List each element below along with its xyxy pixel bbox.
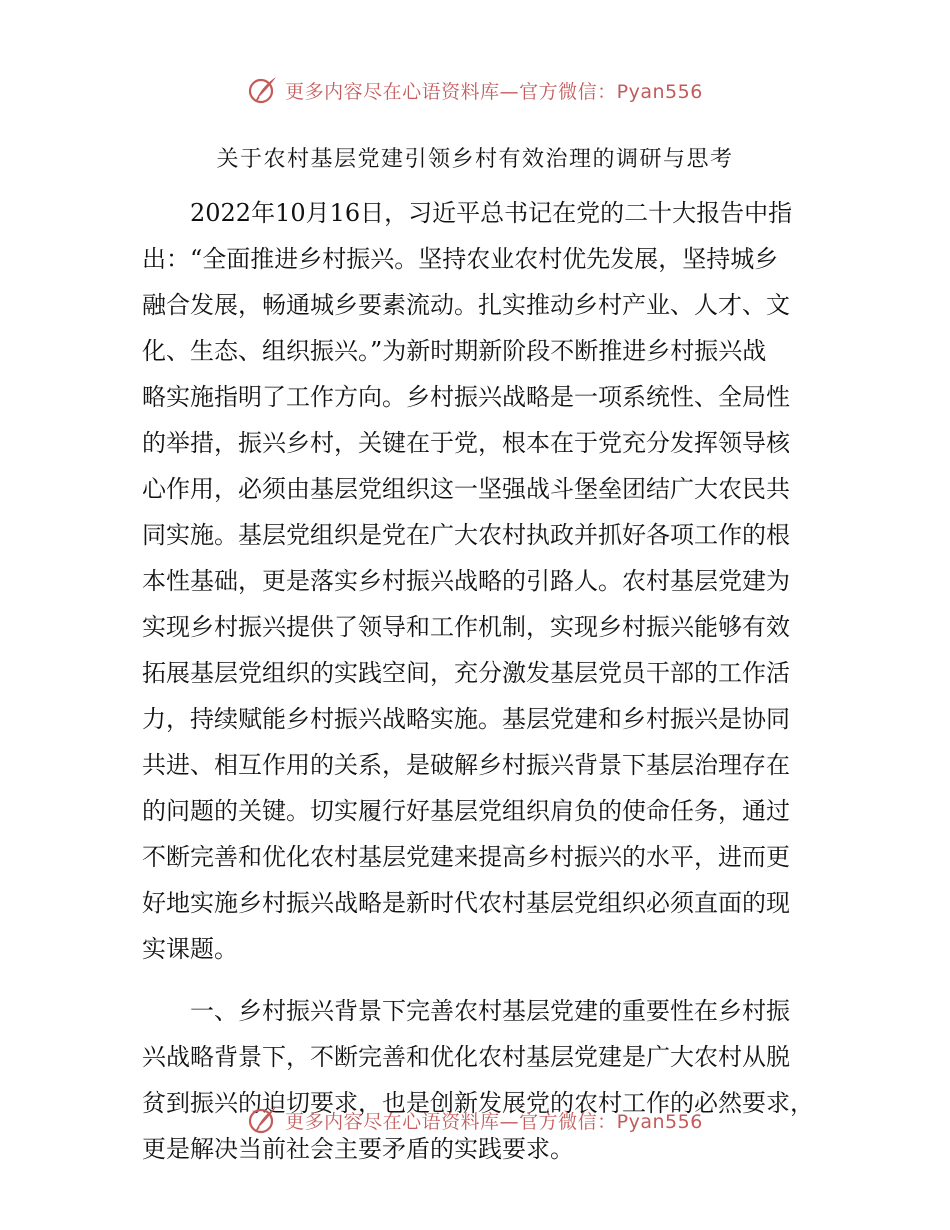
text-line: 实现乡村振兴提供了领导和工作机制，实现乡村振兴能够有效 bbox=[142, 613, 790, 641]
paragraph-gap bbox=[142, 972, 812, 988]
text-line: 一、乡村振兴背景下完善农村基层党建的重要性在乡村振 bbox=[142, 997, 790, 1025]
document-body bbox=[142, 190, 812, 1172]
paragraph-2 bbox=[142, 988, 812, 1172]
text-line: 兴战略背景下，不断完善和优化农村基层党建是广大农村从脱 bbox=[142, 1043, 790, 1071]
text-line: 心作用，必须由基层党组织这一坚强战斗堡垒团结广大农民共 bbox=[142, 475, 790, 503]
text-line: 实课题。 bbox=[142, 935, 238, 963]
text-line: 出：“全面推进乡村振兴。坚持农业农村优先发展，坚持城乡 bbox=[142, 245, 779, 273]
footer-banner bbox=[0, 1100, 950, 1140]
text-line: 好地实施乡村振兴战略是新时代农村基层党组织必须直面的现 bbox=[142, 889, 790, 917]
paragraph-1 bbox=[142, 190, 812, 972]
text-line: 的举措，振兴乡村，关键在于党，根本在于党充分发挥领导核 bbox=[142, 429, 790, 457]
text-line: 的问题的关键。切实履行好基层党组织肩负的使命任务，通过 bbox=[142, 797, 790, 825]
text-line: 同实施。基层党组织是党在广大农村执政并抓好各项工作的根 bbox=[142, 521, 790, 549]
text-line: 拓展基层党组织的实践空间，充分激发基层党员干部的工作活 bbox=[142, 659, 790, 687]
text-line: 融合发展，畅通城乡要素流动。扎实推动乡村产业、人才、文 bbox=[142, 291, 790, 319]
feather-pen-logo-icon bbox=[247, 74, 279, 106]
document-title: 关于农村基层党建引领乡村有效治理的调研与思考 bbox=[216, 147, 734, 172]
text-line: 本性基础，更是落实乡村振兴战略的引路人。农村基层党建为 bbox=[142, 567, 790, 595]
footer-banner-text: 更多内容尽在心语资料库—官方微信：Pyan556 bbox=[285, 1110, 703, 1133]
text-line: 2022年10月16日，习近平总书记在党的二十大报告中指 bbox=[142, 199, 793, 227]
text-line: 力，持续赋能乡村振兴战略实施。基层党建和乡村振兴是协同 bbox=[142, 705, 790, 733]
header-banner-text: 更多内容尽在心语资料库—官方微信：Pyan556 bbox=[285, 80, 703, 103]
text-line: 贫到振兴的迫切要求，也是创新发展党的农村工作的必然要求， bbox=[142, 1089, 814, 1117]
text-line: 化、生态、组织振兴。”为新时期新阶段不断推进乡村振兴战 bbox=[142, 337, 767, 365]
text-line: 更是解决当前社会主要矛盾的实践要求。 bbox=[142, 1135, 574, 1163]
header-banner bbox=[0, 70, 950, 110]
text-line: 不断完善和优化农村基层党建来提高乡村振兴的水平，进而更 bbox=[142, 843, 790, 871]
text-line: 略实施指明了工作方向。乡村振兴战略是一项系统性、全局性 bbox=[142, 383, 790, 411]
feather-pen-logo-icon bbox=[247, 1104, 279, 1136]
text-line: 共进、相互作用的关系，是破解乡村振兴背景下基层治理存在 bbox=[142, 751, 790, 779]
